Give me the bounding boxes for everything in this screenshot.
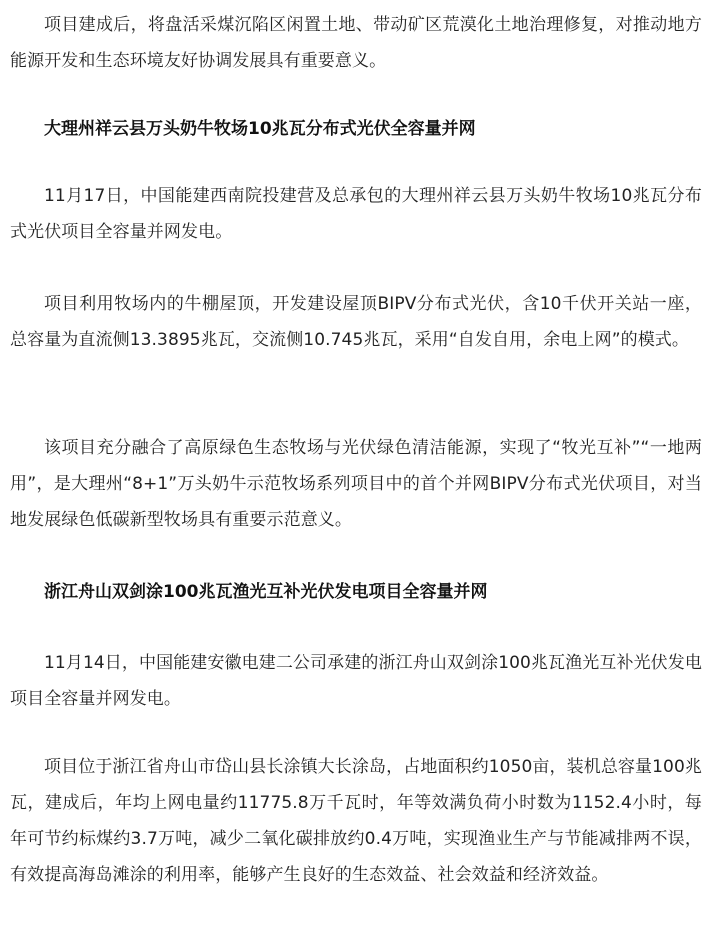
intro-paragraph: 项目建成后，将盘活采煤沉陷区闲置土地、带动矿区荒漠化土地治理修复，对推动地方能源开发和生态环境友好协调发展具有重要意义。 bbox=[10, 15, 702, 71]
zhoushan-paragraph-1: 11月14日，中国能建安徽电建二公司承建的浙江舟山双剑涂100兆瓦渔光互补光伏发电项目全容量并网发电。 bbox=[10, 653, 702, 709]
dali-paragraph-2: 项目利用牧场内的牛棚屋顶，开发建设屋顶BIPV分布式光伏，含10千伏开关站一座，总容量为直流侧13.3895兆瓦，交流侧10.745兆瓦，采用“自发自用，余电上网”的模式。 bbox=[10, 294, 702, 350]
section-heading-zhoushan: 浙江舟山双剑涂100兆瓦渔光互补光伏发电项目全容量并网 bbox=[44, 582, 488, 602]
dali-paragraph-1: 11月17日，中国能建西南院投建营及总承包的大理州祥云县万头奶牛牧场10兆瓦分布式光伏项目全容量并网发电。 bbox=[10, 186, 702, 242]
zhoushan-paragraph-2: 项目位于浙江省舟山市岱山县长涂镇大长涂岛，占地面积约1050亩，装机总容量100兆瓦，建成后，年均上网电量约11775.8万千瓦时，年等效满负荷小时数为1152.4小时，每年可节约标煤约3.7万吨，减少二氧化碳排放约0.4万吨，实现渔业生产与节能减排两不误，有效提高海岛滩涂的利用率，能够产生良好的生态效益、社会效益和经济效益。 bbox=[10, 757, 702, 885]
section-heading-dali: 大理州祥云县万头奶牛牧场10兆瓦分布式光伏全容量并网 bbox=[44, 119, 476, 139]
dali-paragraph-3: 该项目充分融合了高原绿色生态牧场与光伏绿色清洁能源，实现了“牧光互补”“一地两用”，是大理州“8+1”万头奶牛示范牧场系列项目中的首个并网BIPV分布式光伏项目，对当地发展绿色低碳新型牧场具有重要示范意义。 bbox=[10, 438, 702, 530]
